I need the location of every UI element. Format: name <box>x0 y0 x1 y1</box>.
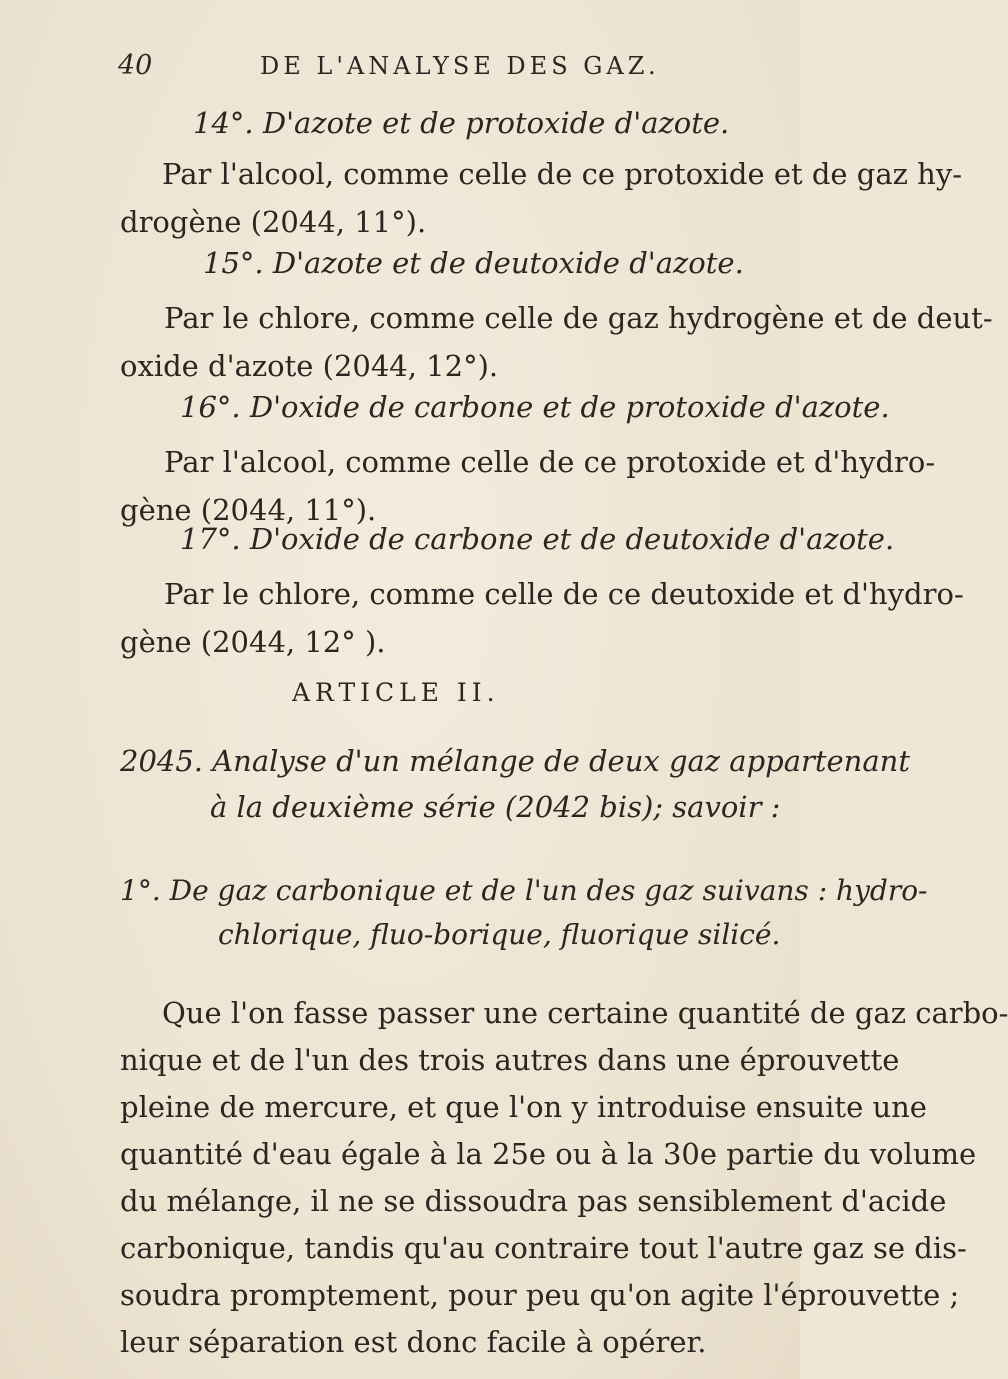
section-16-body <box>120 438 936 534</box>
text-line: Que l'on fasse passer une certaine quantité de gaz carbo- <box>162 996 1008 1030</box>
text-line: drogène (2044, 11°). <box>120 205 427 239</box>
subsection-1-title-line2: chlorique, fluo-borique, fluorique silicé. <box>218 918 781 951</box>
text-line: Par le chlore, comme celle de ce deutoxide et d'hydro- <box>164 577 964 611</box>
text-line: Par l'alcool, comme celle de ce protoxide et d'hydro- <box>164 445 936 479</box>
page-number: 40 <box>118 50 153 81</box>
text-line: du mélange, il ne se dissoudra pas sensiblement d'acide <box>120 1184 947 1218</box>
text-line: oxide d'azote (2044, 12°). <box>120 349 499 383</box>
text-line: Par l'alcool, comme celle de ce protoxide et de gaz hy- <box>162 157 963 191</box>
text-line: pleine de mercure, et que l'on y introduise ensuite une <box>120 1090 927 1124</box>
section-17-title: 17°. D'oxide de carbone et de deutoxide d'azote. <box>180 522 895 556</box>
text-line: gène (2044, 11°). <box>120 493 377 527</box>
section-15-title: 15°. D'azote et de deutoxide d'azote. <box>203 246 744 280</box>
text-line: leur séparation est donc facile à opérer. <box>120 1325 707 1359</box>
subsection-1-body <box>120 990 1008 1366</box>
page-header <box>118 50 678 90</box>
article-title: ARTICLE II. <box>292 678 500 707</box>
section-16-title: 16°. D'oxide de carbone et de protoxide d'azote. <box>180 390 890 424</box>
text-line: Par le chlore, comme celle de gaz hydrogène et de deut- <box>164 301 993 335</box>
section-2045-heading-line1: 2045. Analyse d'un mélange de deux gaz appartenant <box>120 744 910 778</box>
section-15-body <box>120 294 993 390</box>
text-line: carbonique, tandis qu'au contraire tout l'autre gaz se dis- <box>120 1231 967 1265</box>
text-line: nique et de l'un des trois autres dans une éprouvette <box>120 1043 900 1077</box>
text-line: gène (2044, 12° ). <box>120 625 386 659</box>
running-head: DE L'ANALYSE DES GAZ. <box>260 52 660 80</box>
section-17-body <box>120 570 964 666</box>
section-14-body <box>120 150 963 246</box>
section-2045-heading-line2: à la deuxième série (2042 bis); savoir : <box>210 790 781 824</box>
subsection-1-title-line1: 1°. De gaz carbonique et de l'un des gaz suivans : hydro- <box>120 874 928 907</box>
section-14-title: 14°. D'azote et de protoxide d'azote. <box>193 106 730 140</box>
text-line: quantité d'eau égale à la 25e ou à la 30e partie du volume <box>120 1137 977 1171</box>
text-line: soudra promptement, pour peu qu'on agite l'éprouvette ; <box>120 1278 960 1312</box>
